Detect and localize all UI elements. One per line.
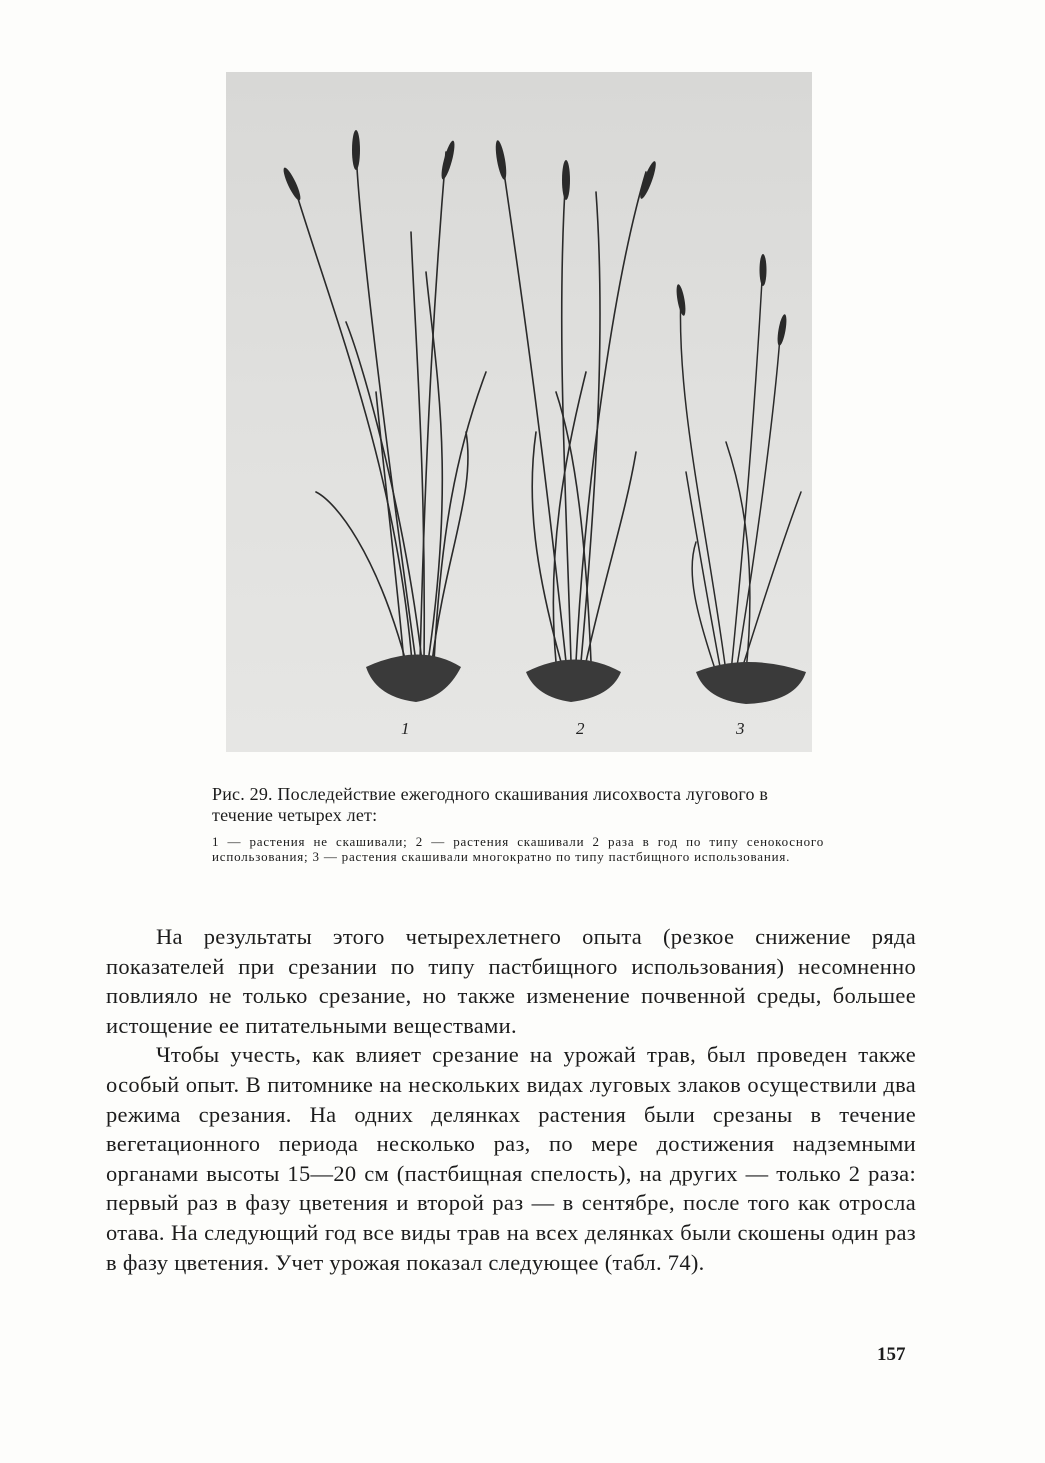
grass-plants-illustration	[226, 72, 812, 752]
figure-caption	[212, 784, 824, 864]
figure-photo	[226, 72, 812, 752]
panel-label-1: 1	[401, 719, 410, 738]
caption-legend: 1 — растения не скашивали; 2 — растения скашивали 2 раза в год по типу сенокосного использования; 3 — растения скашивали многократно по типу пастбищного использования.	[212, 834, 824, 864]
plant-2	[501, 152, 646, 662]
caption-title: Рис. 29. Последействие ежегодного скашивания лисохвоста лугового в течение четырех лет:	[212, 784, 769, 825]
panel-label-3: 3	[736, 719, 745, 738]
paragraph: Чтобы учесть, как влияет срезание на урожай трав, был проведен также особый опыт. В питомнике на нескольких видах луговых злаков осуществили два режима срезания. На одних делянках растения были срезаны в течение вегетационного периода несколько раз, по мере достижения надземными органами высоты 15—20 см (пастбищная спелость), на других — только 2 раза: первый раз в фазу цветения и второй раз — в сентябре, после того как отросла отава. На следующий год все виды трав на всех делянках были скошены один раз в фазу цветения. Учет урожая показал следующее (табл. 74).	[106, 1042, 916, 1275]
plant-1	[296, 142, 486, 662]
panel-label-2: 2	[576, 719, 585, 738]
paragraph: На результаты этого четырехлетнего опыта (резкое снижение ряда показателей при срезании по типу пастбищного использования) несомненно повлияло не только срезание, но также изменение почвенной среды, большее истощение ее питательными веществами.	[106, 924, 916, 1038]
page-number: 157	[877, 1344, 906, 1365]
body-text	[106, 922, 916, 1277]
